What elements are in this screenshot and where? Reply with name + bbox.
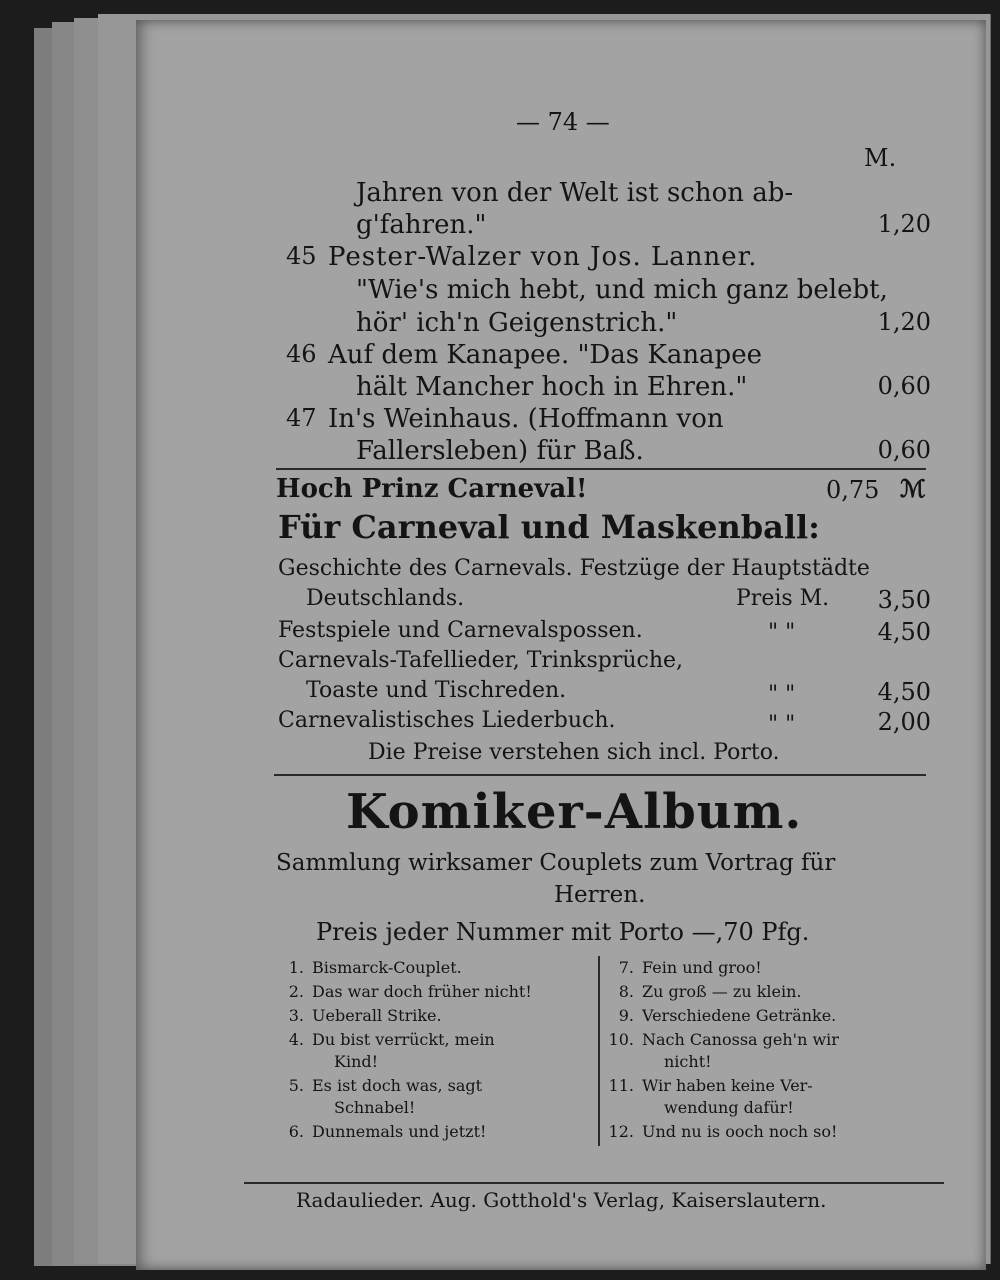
carneval-heading: Für Carneval und Maskenball: <box>278 508 820 546</box>
list-item-number: 2. <box>288 982 304 1001</box>
carneval-row: Festspiele und Carnevalspossen. <box>278 618 643 643</box>
song-title: Auf dem Kanapee. "Das Kanapee <box>328 340 762 370</box>
song-text-line: hält Mancher hoch in Ehren." <box>356 372 748 402</box>
carneval-row: Toaste und Tischreden. <box>306 678 567 703</box>
list-item-continuation: wendung dafür! <box>664 1098 794 1117</box>
carneval-row: Carnevalistisches Liederbuch. <box>278 708 616 733</box>
carneval-note: Die Preise verstehen sich incl. Porto. <box>368 740 780 765</box>
hoch-prinz-price: 0,75 <box>826 476 880 504</box>
song-price: 0,60 <box>877 372 931 400</box>
list-item-number: 10. <box>608 1030 634 1049</box>
book <box>18 10 986 1272</box>
list-item: Dunnemals und jetzt! <box>312 1122 487 1141</box>
currency-header: M. <box>864 144 897 172</box>
list-item-number: 6. <box>288 1122 304 1141</box>
komiker-subtitle: Sammlung wirksamer Couplets zum Vortrag für <box>276 850 836 876</box>
list-item: Es ist doch was, sagt <box>312 1076 483 1095</box>
list-item-number: 4. <box>288 1030 304 1049</box>
divider <box>274 774 926 776</box>
book-page <box>136 20 986 1270</box>
ditto-mark: " " <box>768 620 796 645</box>
song-title: Pester-Walzer von Jos. Lanner. <box>328 242 758 272</box>
list-item-continuation: nicht! <box>664 1052 712 1071</box>
page-number: — 74 — <box>516 108 610 136</box>
song-text-line: "Wie's mich hebt, und mich ganz belebt, <box>356 275 888 305</box>
song-price: 1,20 <box>877 210 931 238</box>
song-number: 45 <box>286 242 317 270</box>
list-item: Wir haben keine Ver- <box>642 1076 813 1095</box>
song-text-line: Jahren von der Welt ist schon ab- <box>356 178 794 208</box>
list-item-number: 3. <box>288 1006 304 1025</box>
list-item: Ueberall Strike. <box>312 1006 442 1025</box>
list-item-number: 11. <box>608 1076 634 1095</box>
list-item: Fein und groo! <box>642 958 762 977</box>
divider <box>276 468 926 470</box>
list-item: Zu groß — zu klein. <box>642 982 802 1001</box>
list-item: Nach Canossa geh'n wir <box>642 1030 839 1049</box>
list-item-continuation: Kind! <box>334 1052 379 1071</box>
divider <box>244 1182 944 1184</box>
list-item: Das war doch früher nicht! <box>312 982 532 1001</box>
list-item-number: 5. <box>288 1076 304 1095</box>
list-item: Und nu is ooch noch so! <box>642 1122 838 1141</box>
song-text-line: Fallersleben) für Baß. <box>356 436 644 466</box>
list-item: Bismarck-Couplet. <box>312 958 462 977</box>
song-text-line: hör' ich'n Geigenstrich." <box>356 308 678 338</box>
song-text-line: g'fahren." <box>356 210 487 240</box>
carneval-price: 2,00 <box>877 708 931 736</box>
list-item-continuation: Schnabel! <box>334 1098 416 1117</box>
column-divider <box>598 956 600 1146</box>
song-number: 47 <box>286 404 317 432</box>
list-item-number: 1. <box>288 958 304 977</box>
list-item-number: 12. <box>608 1122 634 1141</box>
komiker-subtitle: Herren. <box>554 882 646 908</box>
komiker-price-line: Preis jeder Nummer mit Porto —,70 Pfg. <box>316 918 810 946</box>
list-item: Verschiedene Getränke. <box>642 1006 837 1025</box>
song-price: 0,60 <box>877 436 931 464</box>
price-label: Preis M. <box>736 586 830 611</box>
ditto-mark: " " <box>768 682 796 707</box>
carneval-row: Geschichte des Carnevals. Festzüge der Hauptstädte <box>278 556 870 581</box>
song-number: 46 <box>286 340 317 368</box>
list-item-number: 7. <box>618 958 634 977</box>
list-item-number: 8. <box>618 982 634 1001</box>
carneval-price: 4,50 <box>877 618 931 646</box>
song-title: In's Weinhaus. (Hoffmann von <box>328 404 724 434</box>
currency-symbol: ℳ <box>900 474 926 503</box>
list-item-number: 9. <box>618 1006 634 1025</box>
song-price: 1,20 <box>877 308 931 336</box>
hoch-prinz-title: Hoch Prinz Carneval! <box>276 474 588 504</box>
komiker-title: Komiker-Album. <box>346 784 803 840</box>
carneval-price: 4,50 <box>877 678 931 706</box>
carneval-row: Deutschlands. <box>306 586 465 611</box>
footer-publisher: Radaulieder. Aug. Gotthold's Verlag, Kaiserslautern. <box>296 1188 827 1212</box>
ditto-mark: " " <box>768 712 796 737</box>
carneval-price: 3,50 <box>877 586 931 614</box>
list-item: Du bist verrückt, mein <box>312 1030 495 1049</box>
carneval-row: Carnevals-Tafellieder, Trinksprüche, <box>278 648 684 673</box>
